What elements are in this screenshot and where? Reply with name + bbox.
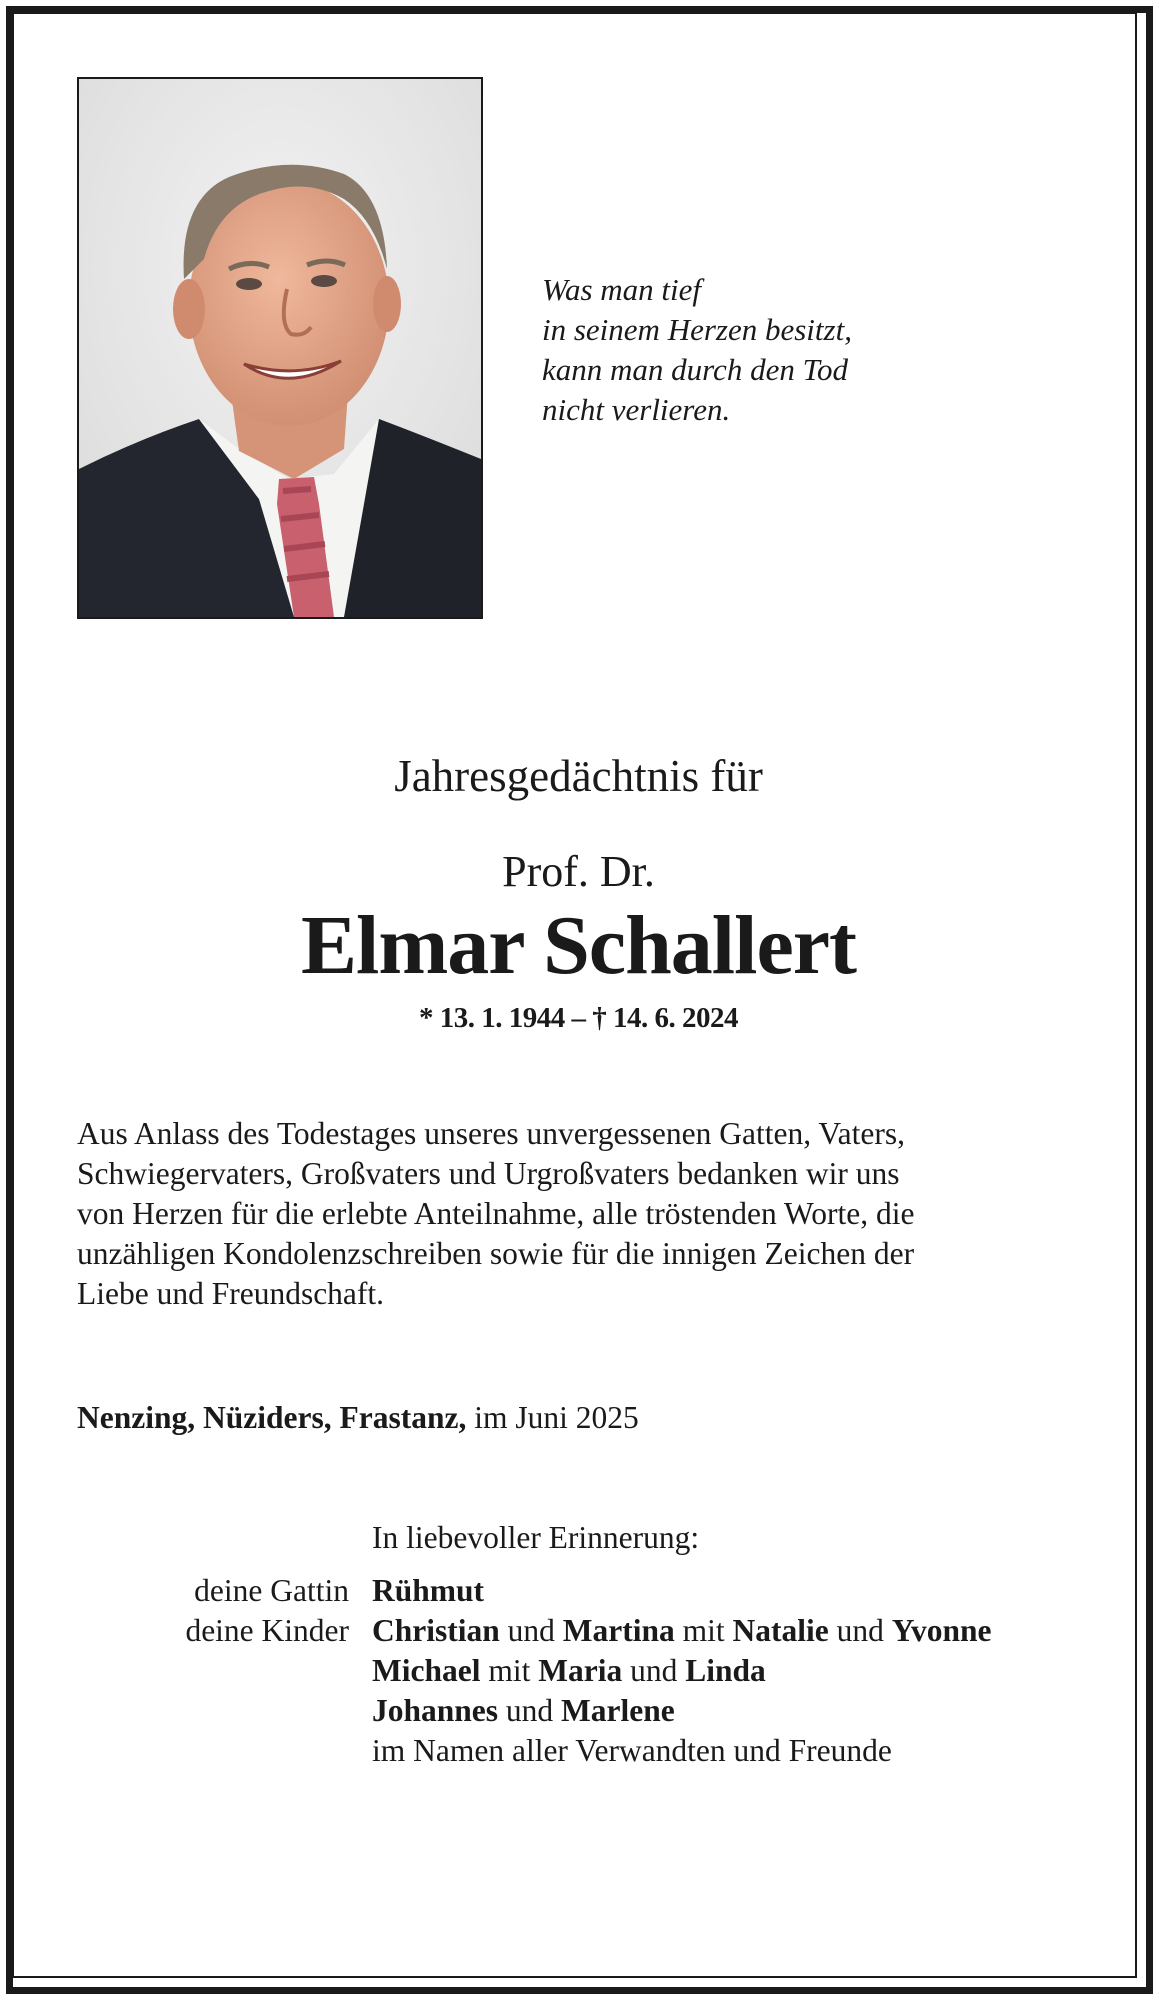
children-label: deine Kinder	[185, 1613, 349, 1648]
grandchild-name: Yvonne	[891, 1613, 992, 1648]
place-and-date	[77, 1398, 639, 1438]
connector: mit	[682, 1613, 725, 1648]
child-name: Michael	[372, 1653, 481, 1688]
memorial-quote	[542, 270, 852, 430]
quote-line: Was man tief	[542, 272, 702, 307]
family-line-3	[372, 1691, 675, 1731]
partner-name: Martina	[562, 1613, 675, 1648]
family-line-2	[372, 1651, 766, 1691]
message-line: von Herzen für die erlebte Anteilnahme, alle tröstenden Worte, die	[77, 1196, 915, 1231]
quote-line: nicht verlieren.	[542, 392, 731, 427]
connector: und	[507, 1613, 555, 1648]
portrait-photo	[77, 77, 483, 619]
memorial-title: Jahresgedächtnis für	[394, 751, 763, 801]
wife-label: deine Gattin	[194, 1573, 349, 1608]
thank-you-message	[77, 1114, 1087, 1314]
quote-line: in seinem Herzen besitzt,	[542, 312, 852, 347]
partner-name: Marlene	[561, 1693, 675, 1728]
child-name: Christian	[372, 1613, 500, 1648]
signature-intro: In liebevoller Erinnerung:	[372, 1520, 700, 1555]
message-line: Liebe und Freundschaft.	[77, 1276, 385, 1311]
life-dates: * 13. 1. 1944 – † 14. 6. 2024	[419, 1002, 738, 1034]
closing-line: im Namen aller Verwandten und Freunde	[372, 1733, 892, 1768]
connector: und	[630, 1653, 678, 1688]
issue-date: im Juni 2025	[474, 1400, 639, 1435]
partner-name: Maria	[538, 1653, 623, 1688]
quote-line: kann man durch den Tod	[542, 352, 848, 387]
message-line: unzähligen Kondolenzschreiben sowie für die innigen Zeichen der	[77, 1236, 915, 1271]
place-names: Nenzing, Nüziders, Frastanz,	[77, 1400, 467, 1435]
grandchild-name: Linda	[685, 1653, 766, 1688]
name-prefix: Prof. Dr.	[502, 847, 655, 896]
connector: mit	[488, 1653, 531, 1688]
child-name: Johannes	[372, 1693, 499, 1728]
connector: und	[836, 1613, 884, 1648]
family-line-1	[372, 1611, 992, 1651]
wife-name: Rühmut	[372, 1573, 485, 1608]
message-line: Aus Anlass des Todestages unseres unvergessenen Gatten, Vaters,	[77, 1116, 906, 1151]
connector: und	[505, 1693, 554, 1728]
message-line: Schwiegervaters, Großvaters und Urgroßvaters bedanken wir uns	[77, 1156, 900, 1191]
deceased-name: Elmar Schallert	[300, 899, 857, 992]
grandchild-name: Natalie	[732, 1613, 829, 1648]
